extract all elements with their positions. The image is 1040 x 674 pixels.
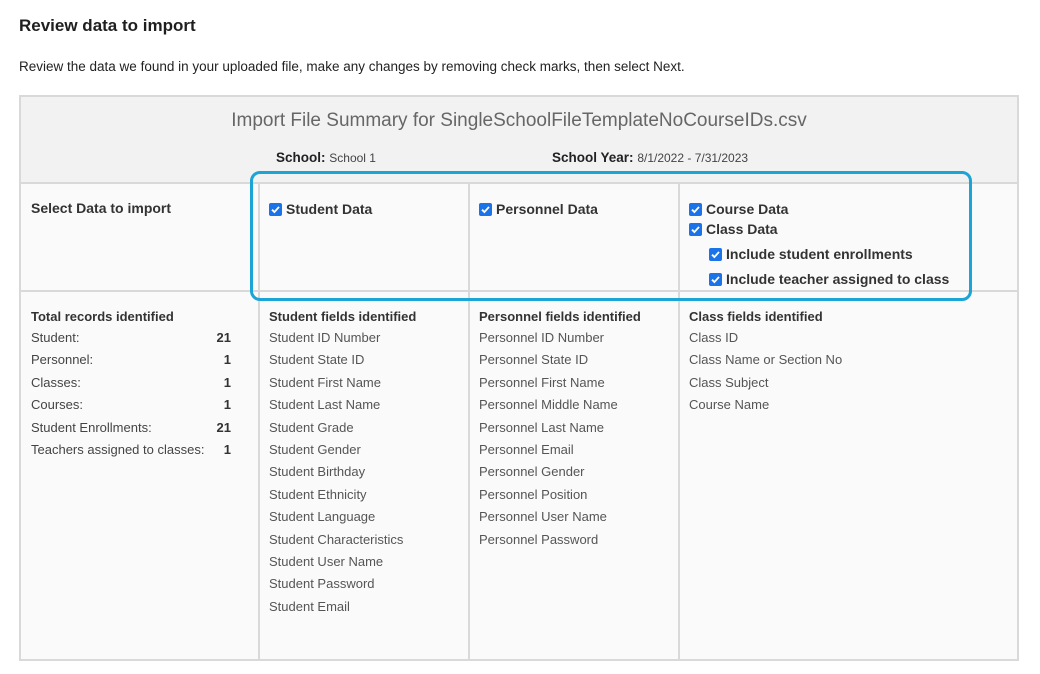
total-value: 1: [223, 441, 231, 457]
total-row: [31, 373, 231, 395]
instructions: Review the data we found in your uploaded file, make any changes by removing check marks, then select Next.: [19, 59, 685, 74]
list-item: Student Password: [269, 576, 375, 592]
total-value: 1: [223, 352, 231, 368]
import-summary-panel: [19, 95, 1019, 661]
totals-heading: Total records identified: [31, 309, 174, 324]
list-item: Personnel Gender: [479, 464, 585, 480]
include-teacher-checkbox[interactable]: [709, 271, 949, 287]
column-divider: [468, 184, 470, 661]
school-year-value: 8/1/2022 - 7/31/2023: [637, 151, 749, 165]
list-item: Personnel User Name: [479, 509, 607, 525]
class-data-checkbox[interactable]: [689, 221, 778, 237]
list-item: Student Email: [269, 598, 350, 614]
total-row: [31, 328, 231, 350]
list-item: Student State ID: [269, 352, 365, 368]
list-item: Personnel Last Name: [479, 419, 605, 435]
total-label: Student Enrollments:: [31, 419, 152, 435]
page-title: Review data to import: [19, 16, 196, 35]
course-data-label: Course Data: [706, 201, 789, 217]
school-value: School 1: [329, 151, 376, 165]
total-label: Student:: [31, 330, 80, 345]
total-value: 1: [223, 397, 231, 413]
total-label: Teachers assigned to classes:: [31, 441, 205, 457]
column-divider: [258, 184, 260, 661]
checkbox-checked-icon: [479, 203, 492, 216]
checkbox-checked-icon: [709, 273, 722, 286]
list-item: Student Last Name: [269, 397, 381, 413]
course-data-checkbox[interactable]: [689, 201, 788, 217]
list-item: Personnel Password: [479, 531, 599, 547]
summary-title: Import File Summary for SingleSchoolFileTemplateNoCourseIDs.csv: [231, 110, 807, 131]
list-item: Personnel Email: [479, 441, 574, 457]
total-value: 21: [216, 419, 231, 435]
list-item: Student Language: [269, 509, 376, 525]
total-row: [31, 440, 231, 462]
list-item: Student User Name: [269, 553, 384, 569]
total-label: Personnel:: [31, 352, 94, 368]
list-item: Personnel Middle Name: [479, 397, 618, 413]
personnel-fields-list: [479, 308, 641, 552]
class-fields-heading: Class fields identified: [689, 309, 823, 324]
class-data-label: Class Data: [706, 221, 778, 237]
list-item: Student Gender: [269, 441, 361, 457]
total-label: Courses:: [31, 397, 84, 413]
school-label: School:: [276, 150, 326, 165]
personnel-data-label: Personnel Data: [496, 201, 598, 217]
school-year-label: School Year:: [552, 150, 634, 165]
column-divider: [678, 184, 680, 661]
school-year-info: [552, 150, 748, 165]
total-value: 21: [216, 330, 231, 345]
total-label: Classes:: [31, 374, 81, 390]
student-data-label: Student Data: [286, 201, 373, 217]
checkbox-checked-icon: [709, 248, 722, 261]
total-row: [31, 395, 231, 417]
checkbox-checked-icon: [689, 203, 702, 216]
include-enrollments-label: Include student enrollments: [726, 246, 913, 262]
list-item: Course Name: [689, 397, 770, 413]
include-enrollments-checkbox[interactable]: [709, 246, 913, 262]
student-fields-list: [269, 308, 416, 619]
list-item: Student Birthday: [269, 464, 366, 480]
checkbox-checked-icon: [689, 223, 702, 236]
list-item: Personnel State ID: [479, 352, 589, 368]
summary-header: [21, 97, 1017, 184]
list-item: Student Characteristics: [269, 531, 404, 547]
list-item: Personnel First Name: [479, 374, 605, 390]
total-value: 1: [223, 374, 231, 390]
list-item: Student First Name: [269, 374, 381, 390]
class-fields-list: [689, 308, 842, 418]
checkbox-checked-icon: [269, 203, 282, 216]
include-teacher-label: Include teacher assigned to class: [726, 271, 950, 287]
row-divider: [21, 290, 1017, 292]
select-data-label: Select Data to import: [31, 200, 172, 216]
list-item: Student ID Number: [269, 330, 381, 345]
total-row: [31, 418, 231, 440]
list-item: Class ID: [689, 330, 739, 345]
total-row: [31, 350, 231, 372]
personnel-data-checkbox[interactable]: [479, 201, 598, 217]
student-data-checkbox[interactable]: [269, 201, 372, 217]
school-info: [276, 150, 376, 165]
list-item: Personnel Position: [479, 486, 588, 502]
personnel-fields-heading: Personnel fields identified: [479, 309, 641, 324]
list-item: Class Name or Section No: [689, 352, 843, 368]
student-fields-heading: Student fields identified: [269, 309, 417, 324]
list-item: Personnel ID Number: [479, 330, 604, 345]
list-item: Student Ethnicity: [269, 486, 367, 502]
total-records: [31, 308, 231, 462]
list-item: Student Grade: [269, 419, 354, 435]
list-item: Class Subject: [689, 374, 769, 390]
